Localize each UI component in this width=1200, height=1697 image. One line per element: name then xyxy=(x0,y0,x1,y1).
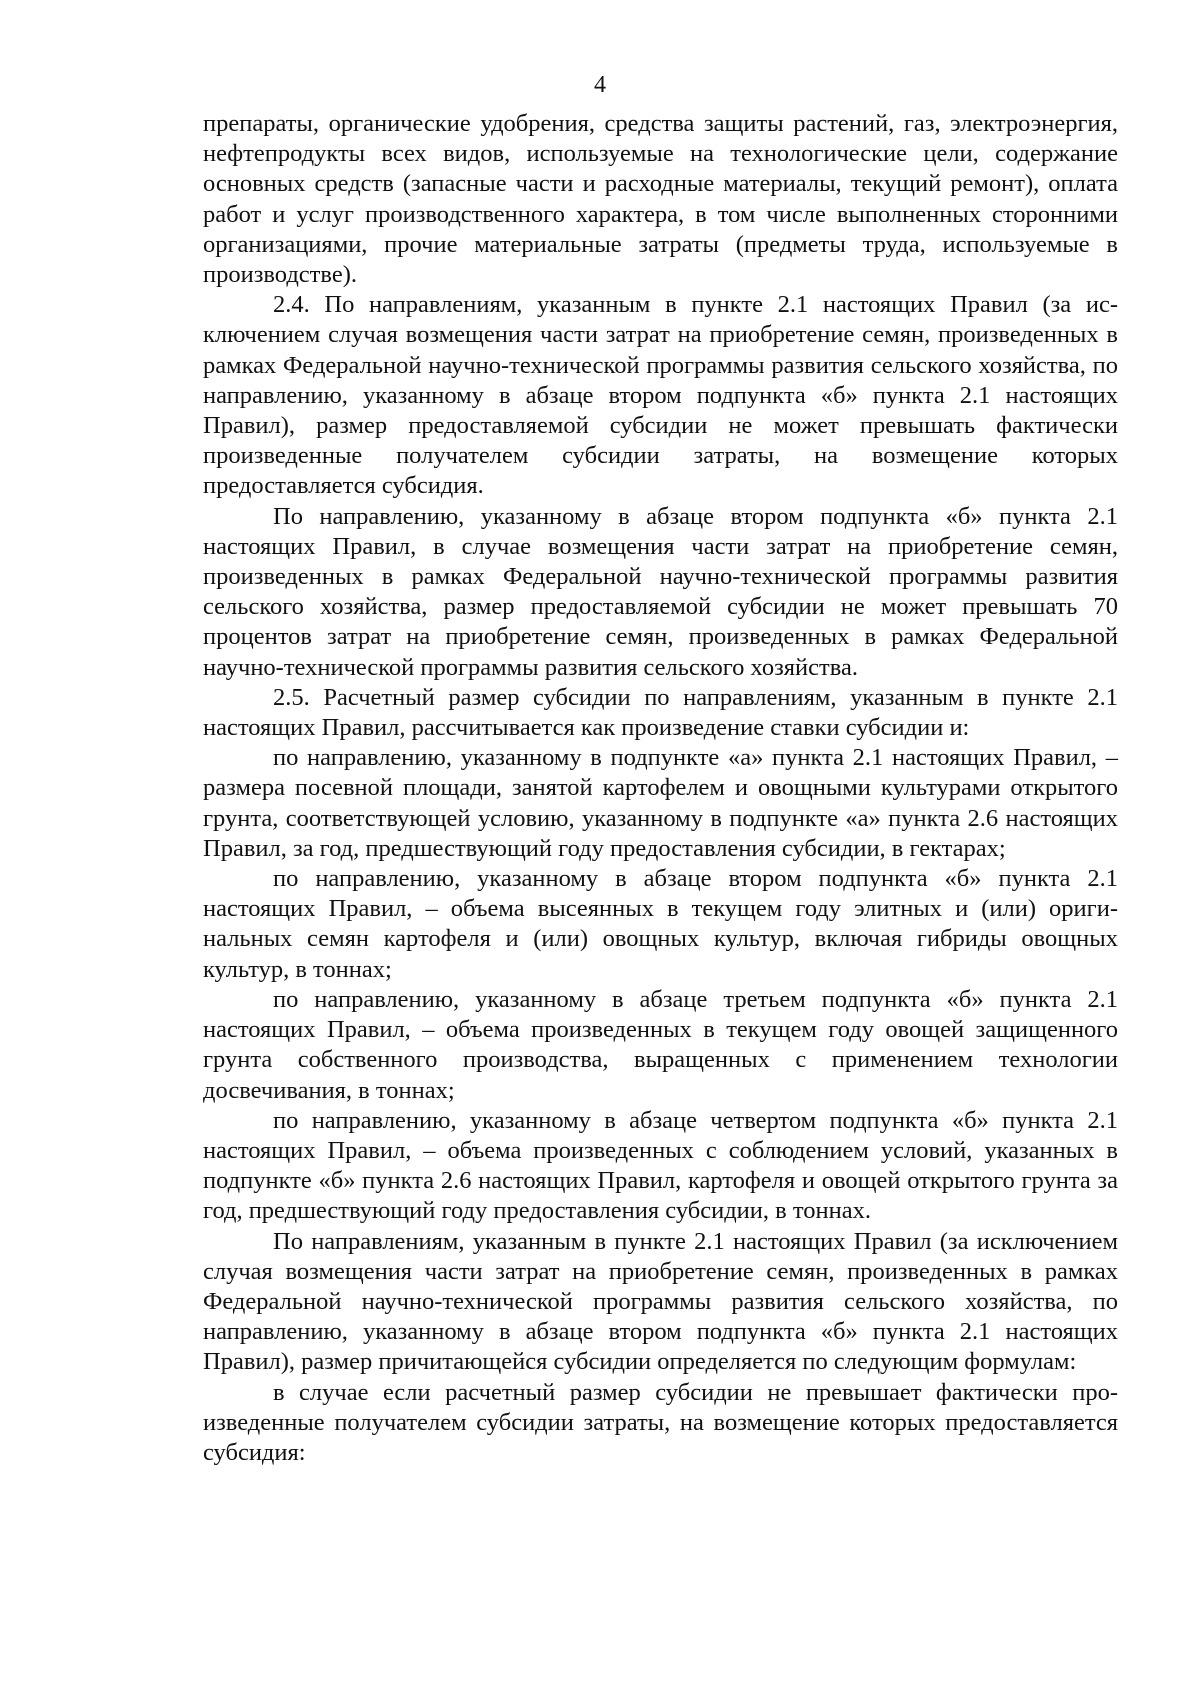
page-number: 4 xyxy=(594,72,606,98)
paragraph-7: по направлению, указанному в абзаце третьем подпункта «б» пункта 2.1 настоящих Правил, – объема произведенных в текущем году овощей защищенного грунта собственного производства, выращенных с применением технологии досвечивания, в тоннах; xyxy=(203,985,1118,1104)
paragraph-1: препараты, органические удобрения, средства защиты растений, газ, электроэнергия, нефтепродукты всех видов, используемые на технологические цели, содержание основных средств (запасные части и расходные материалы, текущий ремонт), оплата работ и услуг производственного характера, в том числе выполненных сторонними организациями, прочие материальные затраты (предметы труда, используемые в производстве). xyxy=(203,110,1118,289)
paragraph-3: По направлению, указанному в абзаце втором подпункта «б» пункта 2.1 настоящих Правил, в случае возмещения части затрат на приобретение семян, произведенных в рамках Федеральной научно-технической программы развития сельского хозяйства, размер предоставляемой субсидии не может превышать 70 процентов затрат на приобретение семян, произведенных в рамках Федеральной научно-технической программы развития сельского хозяйства. xyxy=(203,502,1118,681)
paragraph-10: в случае если расчетный размер субсидии не превышает фактически произведенные получателем субсидии затраты, на возмещение которых предоставляется субсидия: xyxy=(203,1378,1118,1466)
paragraph-4: 2.5. Расчетный размер субсидии по направлениям, указанным в пункте 2.1 настоящих Правил, рассчитывается как произведение ставки субсидии и: xyxy=(203,683,1118,742)
document-text xyxy=(203,109,1118,1468)
paragraph-8: по направлению, указанному в абзаце четвертом подпункта «б» пункта 2.1 настоящих Правил, – объема произведенных с соблюдением условий, указанных в подпункте «б» пункта 2.6 настоящих Правил, картофеля и овощей открытого грунта за год, предшествующий году предоставления субсидии, в тоннах. xyxy=(203,1106,1118,1225)
paragraph-5: по направлению, указанному в подпункте «а» пункта 2.1 настоящих Правил, – размера посевной площади, занятой картофелем и овощными культурами открытого грунта, соответствующей условию, указанному в подпункте «а» пункта 2.6 настоящих Правил, за год, предшествующий году предоставления субсидии, в гектарах; xyxy=(203,744,1118,862)
paragraph-9: По направлениям, указанным в пункте 2.1 настоящих Правил (за исключением случая возмещения части затрат на приобретение семян, произведенных в рамках Федеральной научно-технической программы развития сельского хозяйства, по направлению, указанному в абзаце втором подпункта «б» пункта 2.1 настоящих Правил), размер причитающейся субсидии определяется по следующим формулам: xyxy=(203,1227,1118,1376)
paragraph-6: по направлению, указанному в абзаце втором подпункта «б» пункта 2.1 настоящих Правил, – объема высеянных в текущем году элитных и (или) оригинальных семян картофеля и (или) овощных культур, включая гибриды овощных культур, в тоннах; xyxy=(203,865,1118,983)
paragraph-2: 2.4. По направлениям, указанным в пункте 2.1 настоящих Правил (за исключением случая возмещения части затрат на приобретение семян, произведенных в рамках Федеральной научно-технической программы развития сельского хозяйства, по направлению, указанному в абзаце втором подпункта «б» пункта 2.1 настоящих Правил), размер предоставляемой субсидии не может превышать фактически произведенные получателем субсидии затраты, на возмещение которых предоставляется субсидия. xyxy=(203,291,1118,500)
